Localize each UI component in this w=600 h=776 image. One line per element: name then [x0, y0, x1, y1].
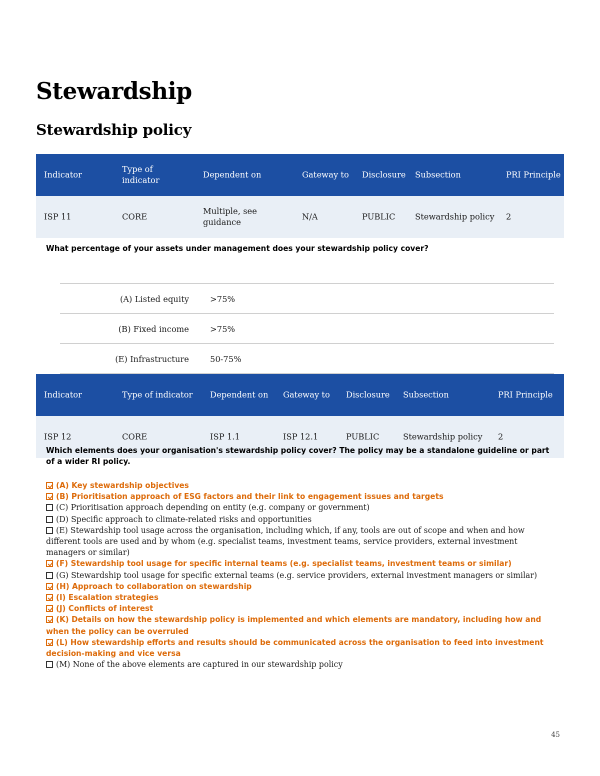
answer-value: >75% [210, 293, 236, 304]
checklist-item-text: (J) Conflicts of interest [56, 604, 154, 614]
checklist-item-text: (C) Prioritisation approach depending on entity (e.g. company or government) [56, 503, 370, 513]
checklist-item-text: (F) Stewardship tool usage for specific internal teams (e.g. specialist teams, investment teams or similar) [56, 559, 512, 569]
header-type: Type of indicator [122, 163, 160, 185]
checklist-item [46, 514, 556, 525]
header-subsection: Subsection [415, 169, 461, 180]
checklist-item-text: (E) Stewardship tool usage across the organisation, including which, if any, tools are out of scope and when and how different tools are used and by whom (e.g. specialist teams, investment teams, service providers, external investment managers or similar) [46, 525, 525, 558]
unchecked-box-icon [46, 661, 53, 668]
indicator-table-isp11 [36, 154, 564, 238]
indicator-table-row [36, 196, 564, 238]
checklist-item-text: (B) Prioritisation approach of ESG factors and their link to engagement issues and targets [56, 492, 444, 502]
checklist-item [46, 502, 556, 513]
checklist-item [46, 491, 556, 502]
checked-box-icon [46, 583, 53, 590]
header-disclosure: Disclosure [362, 169, 406, 180]
cell-indicator: ISP 11 [44, 211, 72, 222]
cell-disclosure: PUBLIC [362, 211, 396, 222]
header-principle: PRI Principle [498, 389, 553, 400]
answer-row [60, 283, 554, 314]
checklist-item-text: (M) None of the above elements are captured in our stewardship policy [56, 660, 343, 670]
checklist-item [46, 614, 556, 636]
header-subsection: Subsection [403, 389, 449, 400]
checklist-item [46, 603, 556, 614]
question-asset-coverage: What percentage of your assets under management does your stewardship policy cover? [46, 244, 429, 253]
checklist-item-text: (D) Specific approach to climate-related risks and opportunities [56, 514, 312, 524]
cell-dependent: Multiple, see guidance [203, 205, 257, 227]
checklist-item [46, 570, 556, 581]
header-disclosure: Disclosure [346, 389, 390, 400]
indicator-table-header [36, 374, 564, 416]
checked-box-icon [46, 594, 53, 601]
answer-label: (A) Listed equity [119, 293, 189, 304]
unchecked-box-icon [46, 504, 53, 511]
header-indicator: Indicator [44, 169, 82, 180]
checked-box-icon [46, 560, 53, 567]
policy-elements-list [46, 480, 556, 670]
cell-gateway: N/A [302, 211, 318, 222]
checked-box-icon [46, 493, 53, 500]
header-gateway: Gateway to [283, 389, 330, 400]
cell-principle: 2 [498, 431, 504, 442]
checked-box-icon [46, 616, 53, 623]
header-principle: PRI Principle [506, 169, 561, 180]
checklist-item [46, 558, 556, 569]
cell-disclosure: PUBLIC [346, 431, 380, 442]
checklist-item-text: (K) Details on how the stewardship policy is implemented and which elements are mandatory, including how and when the policy can be overruled [46, 615, 542, 636]
checklist-item-text: (A) Key stewardship objectives [56, 481, 189, 490]
section-title: Stewardship policy [36, 121, 192, 139]
answer-value: >75% [210, 323, 236, 334]
page-number: 45 [551, 731, 560, 739]
checklist-item-text: (H) Approach to collaboration on stewardship [56, 581, 252, 591]
question-policy-elements: Which elements does your organisation's stewardship policy cover? The policy may be a standalone guideline or part of a wider RI policy. [46, 446, 550, 466]
checklist-item [46, 637, 556, 659]
header-type: Type of indicator [122, 389, 193, 400]
checklist-item [46, 480, 556, 491]
header-dependent: Dependent on [203, 169, 262, 180]
checklist-item-text: (L) How stewardship efforts and results should be communicated across the organisation to feed into investment decision-making and vice versa [46, 637, 544, 659]
checked-box-icon [46, 482, 53, 489]
coverage-answers [60, 283, 554, 374]
cell-subsection: Stewardship policy [415, 211, 495, 222]
header-dependent: Dependent on [210, 389, 269, 400]
checked-box-icon [46, 639, 53, 646]
answer-value: 50-75% [210, 353, 242, 364]
checklist-item [46, 592, 556, 603]
cell-indicator: ISP 12 [44, 431, 72, 442]
cell-subsection: Stewardship policy [403, 431, 483, 442]
cell-type: CORE [122, 431, 148, 442]
answer-row [60, 314, 554, 344]
unchecked-box-icon [46, 527, 53, 534]
cell-dependent: ISP 1.1 [210, 431, 240, 442]
answer-label: (E) Infrastructure [115, 353, 189, 364]
header-gateway: Gateway to [302, 169, 349, 180]
checklist-item [46, 659, 556, 670]
checked-box-icon [46, 605, 53, 612]
header-indicator: Indicator [44, 389, 82, 400]
answer-label: (B) Fixed income [118, 323, 189, 334]
cell-type: CORE [122, 211, 148, 222]
unchecked-box-icon [46, 516, 53, 523]
answer-row [60, 344, 554, 374]
checklist-item [46, 581, 556, 592]
cell-gateway: ISP 12.1 [283, 431, 319, 442]
checklist-item-text: (I) Escalation strategies [56, 593, 159, 603]
cell-principle: 2 [506, 211, 512, 222]
checklist-item-text: (G) Stewardship tool usage for specific external teams (e.g. service providers, external investment managers or similar) [56, 570, 538, 580]
page-title: Stewardship [36, 78, 192, 105]
unchecked-box-icon [46, 572, 53, 579]
indicator-table-header [36, 154, 564, 196]
checklist-item [46, 525, 556, 559]
